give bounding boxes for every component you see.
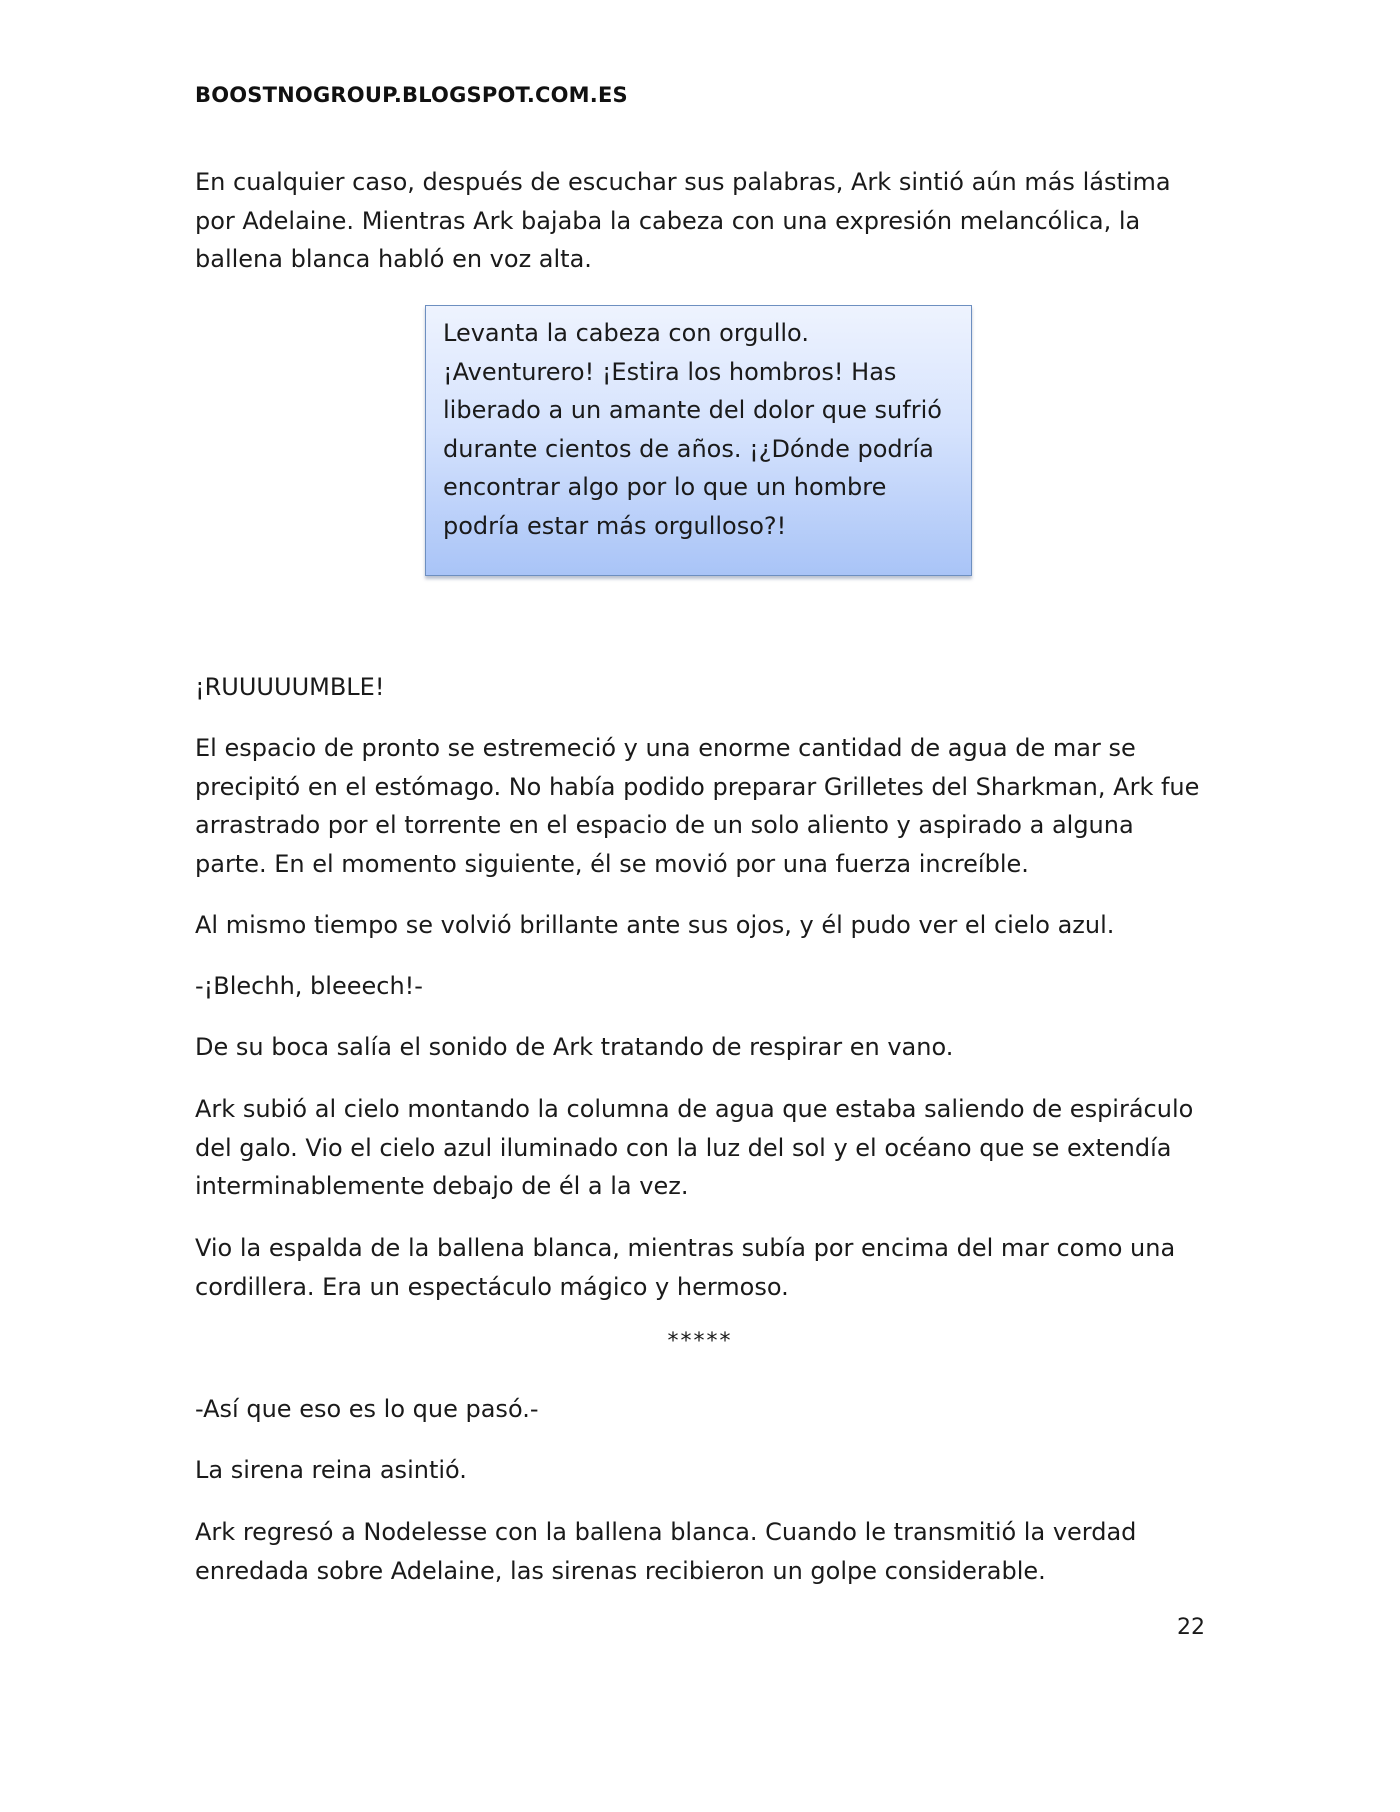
page-header: BOOSTNOGROUP.BLOGSPOT.COM.ES [195, 83, 628, 107]
quote-box [425, 305, 972, 576]
page-number: 22 [1177, 1615, 1205, 1640]
paragraph-so-thats: -Así que eso es lo que pasó.- [195, 1395, 539, 1423]
quote-text: Levanta la cabeza con orgullo. ¡Aventurero! ¡Estira los hombros! Has liberado a un amante del dolor que sufrió durante cientos de años. ¡¿Dónde podría encontrar algo por lo que un hombre podría estar más orgulloso?! [443, 319, 942, 540]
section-separator: ***** [667, 1329, 733, 1354]
paragraph-space-shook: El espacio de pronto se estremeció y una enorme cantidad de agua de mar se precipitó en el estómago. No había podido preparar Grilletes del Sharkman, Ark fue arrastrado por el torrente en el espacio de un solo aliento y aspirado a alguna parte. En el momento siguiente, él se movió por una fuerza increíble. [195, 734, 1200, 878]
paragraph-intro: En cualquier caso, después de escuchar sus palabras, Ark sintió aún más lástima por Adelaine. Mientras Ark bajaba la cabeza con una expresión melancólica, la ballena blanca habló en voz alta. [195, 168, 1171, 273]
paragraph-bright: Al mismo tiempo se volvió brillante ante sus ojos, y él pudo ver el cielo azul. [195, 911, 1115, 939]
paragraph-rumble: ¡RUUUUUMBLE! [195, 673, 385, 701]
paragraph-breathe: De su boca salía el sonido de Ark tratando de respirar en vano. [195, 1033, 954, 1061]
paragraph-whale-back: Vio la espalda de la ballena blanca, mientras subía por encima del mar como una cordillera. Era un espectáculo mágico y hermoso. [195, 1234, 1176, 1301]
paragraph-queen-nodded: La sirena reina asintió. [195, 1456, 467, 1484]
paragraph-blechh: -¡Blechh, bleeech!- [195, 972, 423, 1000]
paragraph-water-column: Ark subió al cielo montando la columna de agua que estaba saliendo de espiráculo del galo. Vio el cielo azul iluminado con la luz del sol y el océano que se extendía interminablemente debajo de él a la vez. [195, 1095, 1194, 1200]
paragraph-returned: Ark regresó a Nodelesse con la ballena blanca. Cuando le transmitió la verdad enredada sobre Adelaine, las sirenas recibieron un golpe considerable. [195, 1518, 1137, 1585]
